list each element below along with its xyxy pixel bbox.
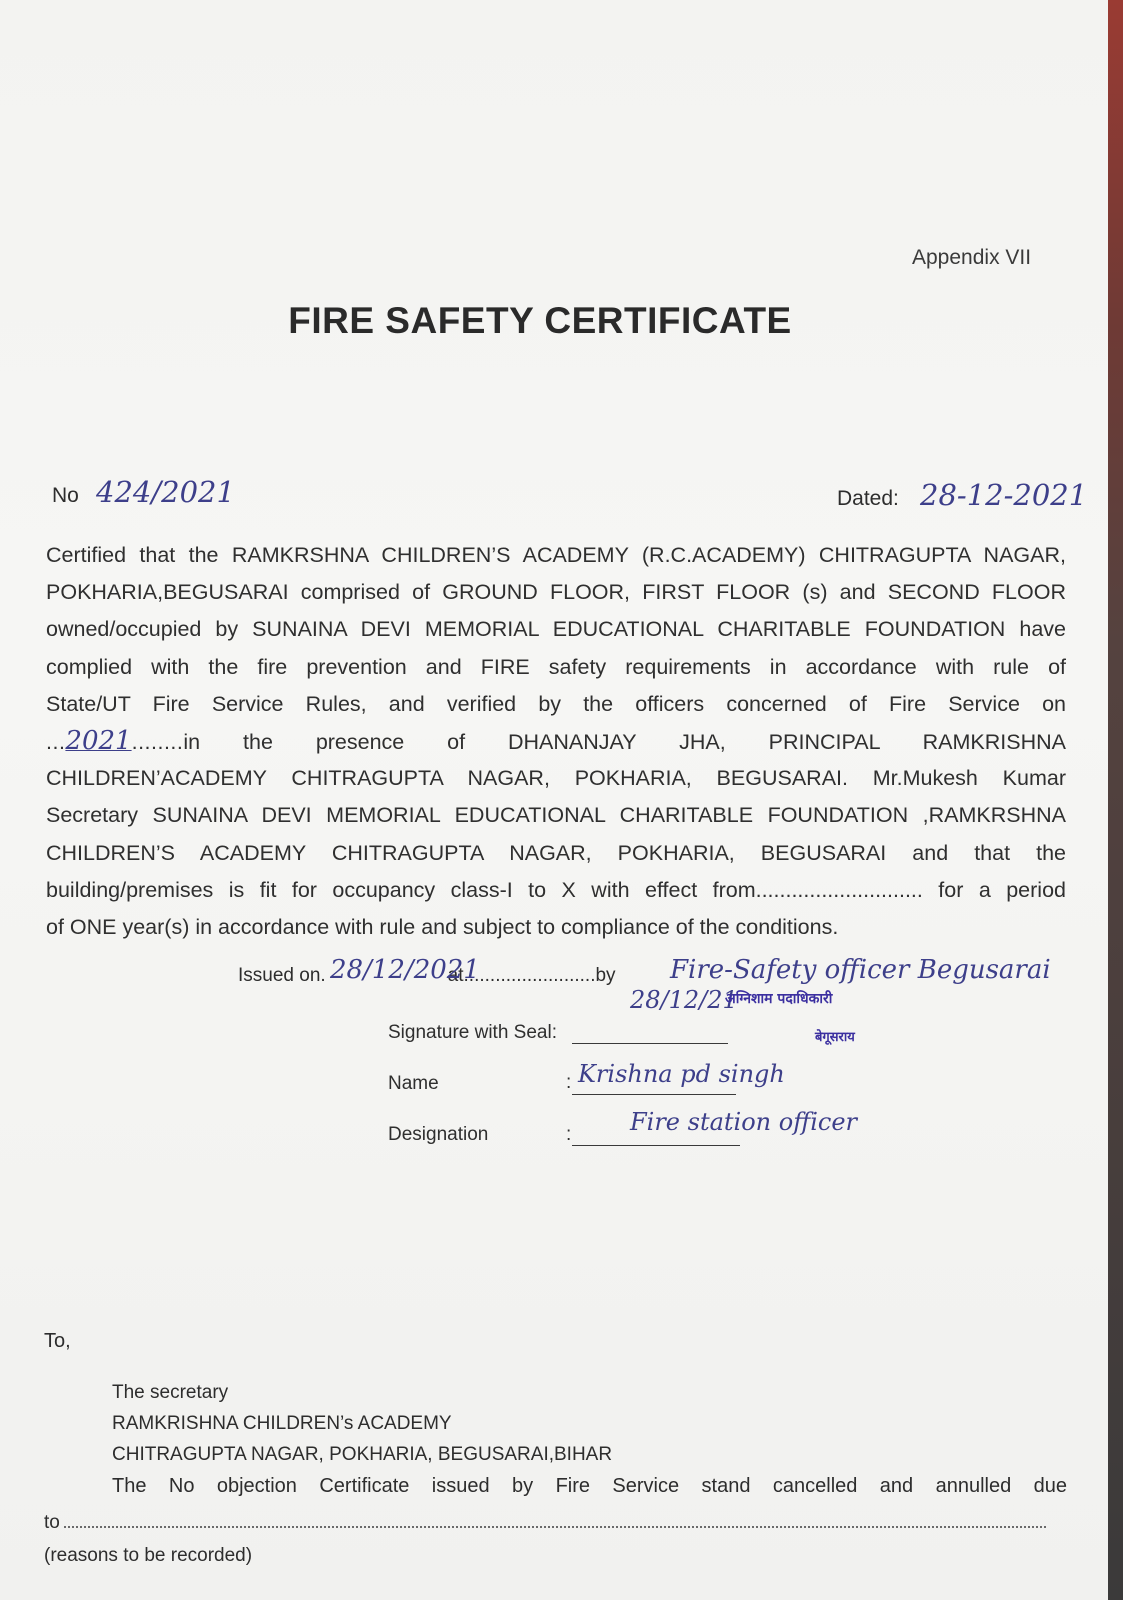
background-edge [1108,0,1123,1600]
body-line: owned/occupied by SUNAINA DEVI MEMORIAL EDUCATIONAL CHARITABLE FOUNDATION have [46,617,1066,642]
name-label: Name [388,1073,439,1094]
designation-colon: : [566,1124,572,1145]
body-line: POKHARIA,BEGUSARAI comprised of GROUND FLOOR, FIRST FLOOR (s) and SECOND FLOOR [46,580,1066,605]
certificate-number: 424/2021 [96,475,235,509]
address-line: CHITRAGUPTA NAGAR, POKHARIA, BEGUSARAI,BIHAR [112,1444,613,1465]
certificate-title: FIRE SAFETY CERTIFICATE [288,300,792,341]
body-line: in the presence of DHANANJAY JHA, PRINCIPAL RAMKRISHNA [183,729,1066,754]
name-colon: : [566,1072,572,1093]
body-line: State/UT Fire Service Rules, and verified by the officers concerned of Fire Service on [46,691,1066,716]
appendix-label: Appendix VII [912,246,1032,269]
signature-underline [572,1043,728,1044]
reason-blank-line [64,1526,1046,1528]
body-line: CHILDREN’S ACADEMY CHITRAGUPTA NAGAR, POKHARIA, BEGUSARAI and that the [46,840,1066,865]
dated-label: Dated: [837,487,899,510]
reasons-note: (reasons to be recorded) [44,1545,253,1566]
body-line: Secretary SUNAINA DEVI MEMORIAL EDUCATIONAL CHARITABLE FOUNDATION ,RAMKRSHNA [46,803,1066,828]
official-seal: अग्निशाम पदाधिकारी [725,991,833,1007]
body-line-verification [46,723,1066,760]
designation-underline [572,1145,740,1146]
body-line: Certified that the RAMKRSHNA CHILDREN’S ACADEMY (R.C.ACADEMY) CHITRAGUPTA NAGAR, [46,543,1066,567]
name-underline [572,1094,736,1095]
issued-on-label: Issued on. [238,965,326,986]
signature: 28/12/21 [630,986,738,1014]
body-line: building/premises is fit for occupancy class-I to X with effect from............................ for a period [46,877,1066,902]
official-seal-location: बेगूसराय [815,1030,855,1045]
at-by-label: at.........................by [447,965,616,986]
blank-dots: ... [46,729,66,754]
officer-name: Krishna pd singh [578,1060,785,1088]
verification-year: 2021 [65,725,132,756]
designation-label: Designation [388,1124,489,1145]
to-label-2: to [44,1512,60,1533]
body-line: of ONE year(s) in accordance with rule and subject to compliance of the conditions. [46,914,839,939]
certificate-date: 28-12-2021 [920,478,1088,512]
noc-cancellation-text: The No objection Certificate issued by Fire Service stand cancelled and annulled due [112,1475,1067,1497]
issuing-officer: Fire-Safety officer Begusarai [670,955,1051,985]
blank-dots: ........ [131,729,184,754]
body-line: complied with the fire prevention and FIRE safety requirements in accordance with rule of [46,654,1066,679]
officer-designation: Fire station officer [630,1108,858,1136]
address-line: The secretary [112,1382,229,1403]
signature-label: Signature with Seal: [388,1022,557,1043]
number-label: No [52,484,79,507]
to-label: To, [44,1330,71,1352]
address-line: RAMKRISHNA CHILDREN’s ACADEMY [112,1413,452,1434]
issued-date: 28/12/2021 [330,955,480,985]
body-line: CHILDREN’ACADEMY CHITRAGUPTA NAGAR, POKHARIA, BEGUSARAI. Mr.Mukesh Kumar [46,766,1066,791]
certificate-body [46,537,1066,946]
